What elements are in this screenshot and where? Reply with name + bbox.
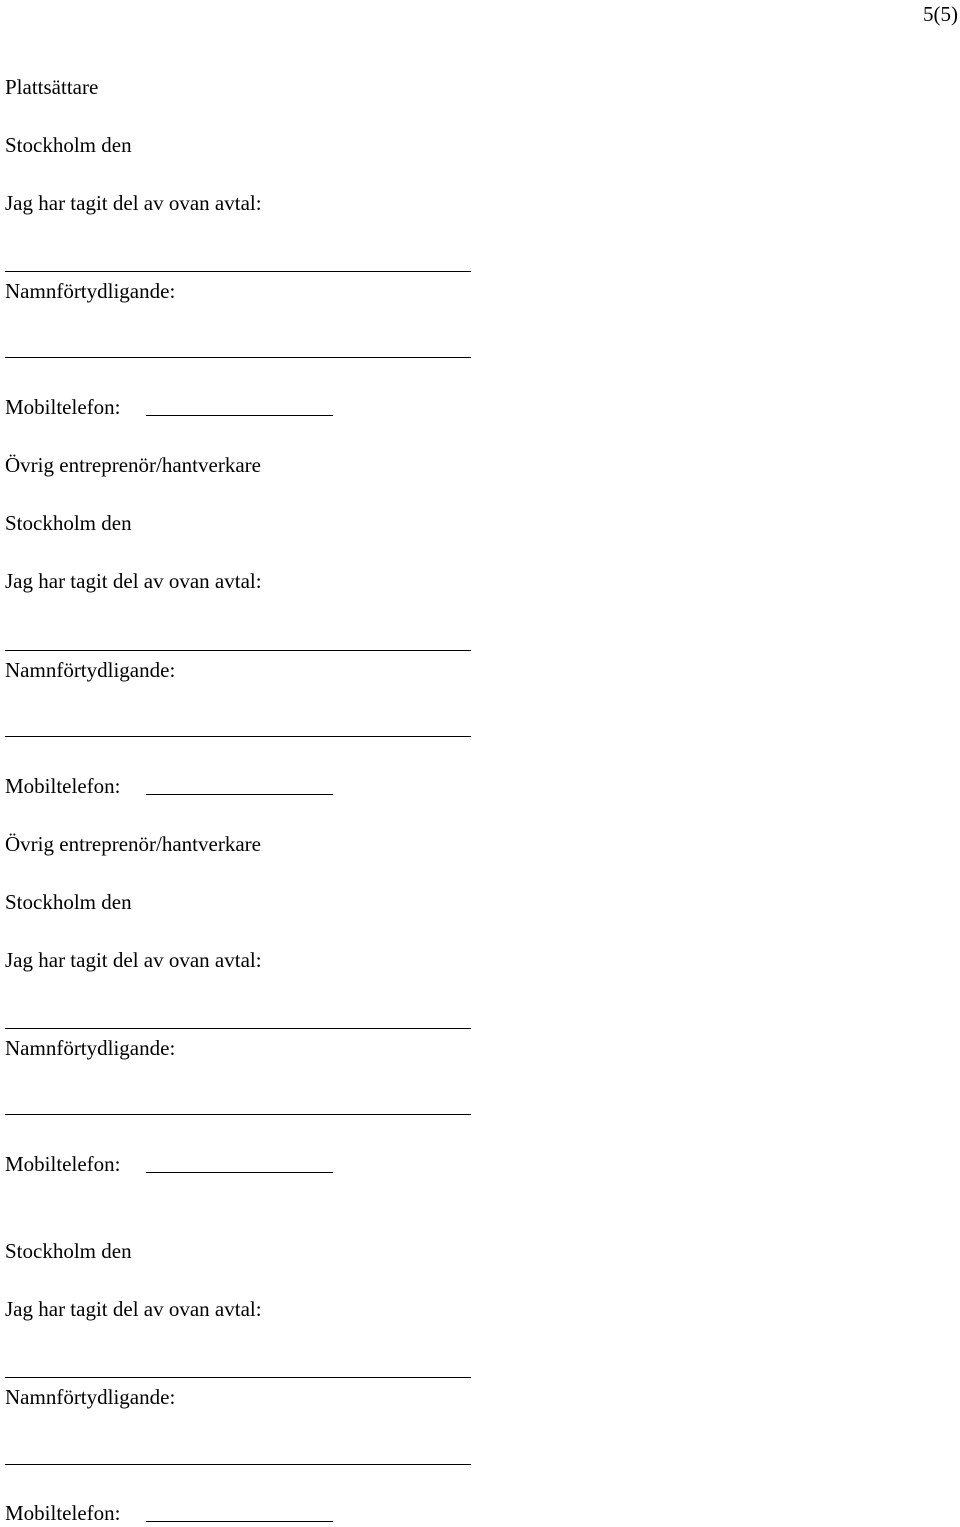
place-date-label: Stockholm den	[5, 890, 132, 914]
agreement-label: Jag har tagit del av ovan avtal:	[5, 1297, 262, 1321]
agreement-label: Jag har tagit del av ovan avtal:	[5, 569, 262, 593]
signature-line[interactable]	[5, 1377, 471, 1378]
name-clarification-line[interactable]	[5, 1464, 471, 1465]
mobile-phone-label: Mobiltelefon:	[5, 1501, 121, 1525]
name-clarification-line[interactable]	[5, 736, 471, 737]
signature-line[interactable]	[5, 271, 471, 272]
name-clarification-label: Namnförtydligande:	[5, 658, 176, 682]
section-heading: Plattsättare	[5, 75, 99, 99]
name-clarification-line[interactable]	[5, 1114, 471, 1115]
agreement-label: Jag har tagit del av ovan avtal:	[5, 191, 262, 215]
mobile-phone-label: Mobiltelefon:	[5, 774, 121, 798]
place-date-label: Stockholm den	[5, 133, 132, 157]
place-date-label: Stockholm den	[5, 511, 132, 535]
section-heading: Övrig entreprenör/hantverkare	[5, 453, 261, 477]
mobile-phone-label: Mobiltelefon:	[5, 395, 121, 419]
name-clarification-label: Namnförtydligande:	[5, 1385, 176, 1409]
mobile-phone-line[interactable]	[146, 415, 333, 416]
section-heading: Övrig entreprenör/hantverkare	[5, 832, 261, 856]
signature-line[interactable]	[5, 1028, 471, 1029]
page-number: 5(5)	[923, 2, 958, 26]
mobile-phone-line[interactable]	[146, 794, 333, 795]
name-clarification-line[interactable]	[5, 357, 471, 358]
mobile-phone-line[interactable]	[146, 1172, 333, 1173]
signature-line[interactable]	[5, 650, 471, 651]
mobile-phone-label: Mobiltelefon:	[5, 1152, 121, 1176]
mobile-phone-line[interactable]	[146, 1521, 333, 1522]
name-clarification-label: Namnförtydligande:	[5, 1036, 176, 1060]
name-clarification-label: Namnförtydligande:	[5, 279, 176, 303]
place-date-label: Stockholm den	[5, 1239, 132, 1263]
agreement-label: Jag har tagit del av ovan avtal:	[5, 948, 262, 972]
